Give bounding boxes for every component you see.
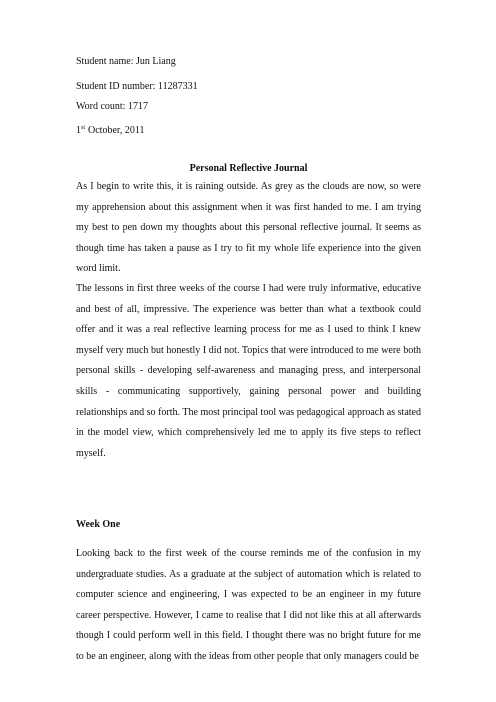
student-id: Student ID number: 11287331 [76, 81, 198, 92]
word-count: Word count: 1717 [76, 101, 148, 112]
week-one-paragraph: Looking back to the first week of the course reminds me of the confusion in my undergraduate studies. As a graduate at the subject of automation which is related to computer science and engineering, I was expected to be an engineer in my future career perspective. However, I came to realise that I did not like this at all afterwards though I could perform well in this field. I thought there was no bright future for me to be an engineer, along with the ideas from other people that only managers could be [76, 548, 421, 662]
date-suffix: st [81, 125, 86, 131]
student-name: Student name: Jun Liang [76, 56, 176, 67]
journal-title: Personal Reflective Journal [189, 163, 308, 174]
date-rest: October, 2011 [88, 125, 145, 136]
date-day: 1 [76, 125, 81, 136]
date-line [76, 122, 144, 137]
lessons-paragraph: The lessons in first three weeks of the course I had were truly informative, educative and best of all, impressive. The experience was better than what a textbook could offer and it was a real reflective learning process for me as I used to think I knew myself very much but honestly I did not. Topics that were introduced to me were both personal skills - developing self-awareness and managing press, and interpersonal skills - communicating supportively, gaining personal power and building relationships and so forth. The most principal tool was pedagogical approach as stated in the model view, which comprehensively led me to apply its five steps to reflect myself. [76, 283, 421, 459]
intro-paragraph: As I begin to write this, it is raining outside. As grey as the clouds are now, so were my apprehension about this assignment when it was first handed to me. I am trying my best to pen down my thoughts about this personal reflective journal. It seems as though time has taken a pause as I try to fit my whole life experience into the given word limit. [76, 181, 421, 275]
week-one-heading: Week One [76, 519, 121, 530]
